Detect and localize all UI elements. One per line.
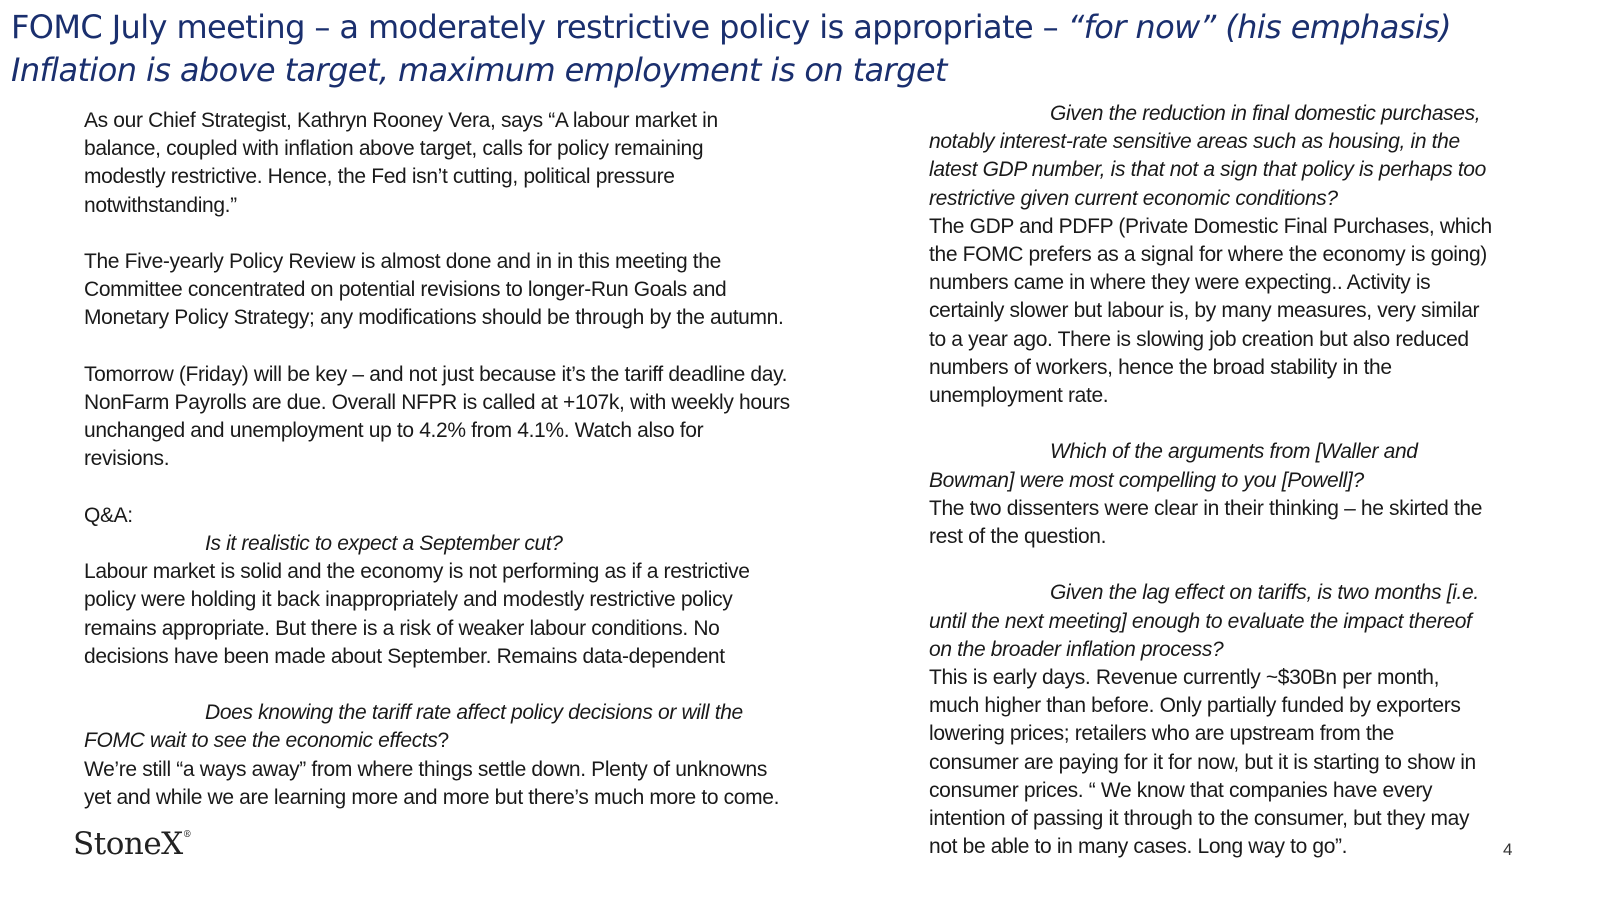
- policy-review-paragraph: The Five-yearly Policy Review is almost done and in in this meeting the Committee concentrated on potential revisions to longer-Run Goals and Monetary Policy Strategy; any modifications should be through by the autumn.: [84, 250, 784, 330]
- right-column: [929, 100, 1559, 861]
- answer-domestic-purchases: The GDP and PDFP (Private Domestic Final Purchases, which the FOMC prefers as a signal for where the economy is going) numbers came in where they were expecting.. Activity is certainly slower but labour is, by many measures, very similar to a year ago. There is slowing job creation but also reduced numbers of workers, hence the broad stability in the unemployment rate.: [929, 214, 1492, 408]
- slide-title: [11, 6, 1591, 92]
- intro-quote-paragraph: As our Chief Strategist, Kathryn Rooney Vera, says “A labour market in balance, coupled with inflation above target, calls for policy remaining modestly restrictive. Hence, the Fed isn’t cutting, political pressure notwithstanding.”: [84, 109, 718, 217]
- question-dissenters: Which of the arguments from [Waller and Bowman] were most compelling to you [Powell]?: [929, 440, 1418, 492]
- title-line-2: Inflation is above target, maximum employment is on target: [11, 51, 947, 89]
- stonex-logo: StoneX®: [73, 826, 192, 862]
- answer-september-cut: Labour market is solid and the economy is not performing as if a restrictive policy were holding it back inappropriately and modestly restrictive policy remains appropriate. But there is a risk of weaker labour conditions. No decisions have been made about September. Remains data-dependent: [84, 560, 750, 668]
- qa-label: Q&A:: [84, 503, 133, 527]
- question-september-cut: Is it realistic to expect a September cut?: [205, 532, 563, 555]
- payrolls-paragraph: Tomorrow (Friday) will be key – and not just because it’s the tariff deadline day. NonFarm Payrolls are due. Overall NFPR is called at +107k, with weekly hours unchanged and unemployment up to 4.2% from 4.1%. Watch also for revisions.: [84, 362, 790, 471]
- answer-tariff-lag: This is early days. Revenue currently ~$30Bn per month, much higher than before. Only partially funded by exporters lowering prices; retailers who are upstream from the consumer are paying for it for now, but it is starting to show in consumer prices. “ We know that companies have every intention of passing it through to the consumer, but they may not be able to in many cases. Long way to go”.: [929, 666, 1476, 859]
- answer-tariff-rate: We’re still “a ways away” from where things settle down. Plenty of unknowns yet and while we are learning more and more but there’s much more to come.: [84, 757, 780, 809]
- registered-mark: ®: [182, 830, 192, 840]
- title-emphasis: “for now” (his emphasis): [1067, 8, 1452, 46]
- answer-dissenters: The two dissenters were clear in their thinking – he skirted the rest of the question.: [929, 496, 1483, 549]
- question-tariff-rate: Does knowing the tariff rate affect policy decisions or will the FOMC wait to see the economic effects?: [84, 701, 743, 753]
- page-number: 4: [1503, 840, 1513, 859]
- question-domestic-purchases: Given the reduction in final domestic purchases, notably interest-rate sensitive areas such as housing, in the latest GDP number, is that not a sign that policy is perhaps too restrictive given current economic conditions?: [929, 102, 1486, 210]
- title-line-1: FOMC July meeting – a moderately restrictive policy is appropriate – “for now” (his emphasis): [11, 8, 1452, 46]
- question-tariff-lag: Given the lag effect on tariffs, is two months [i.e. until the next meeting] enough to evaluate the impact thereof on the broader inflation process?: [929, 581, 1479, 661]
- left-column: [84, 107, 874, 812]
